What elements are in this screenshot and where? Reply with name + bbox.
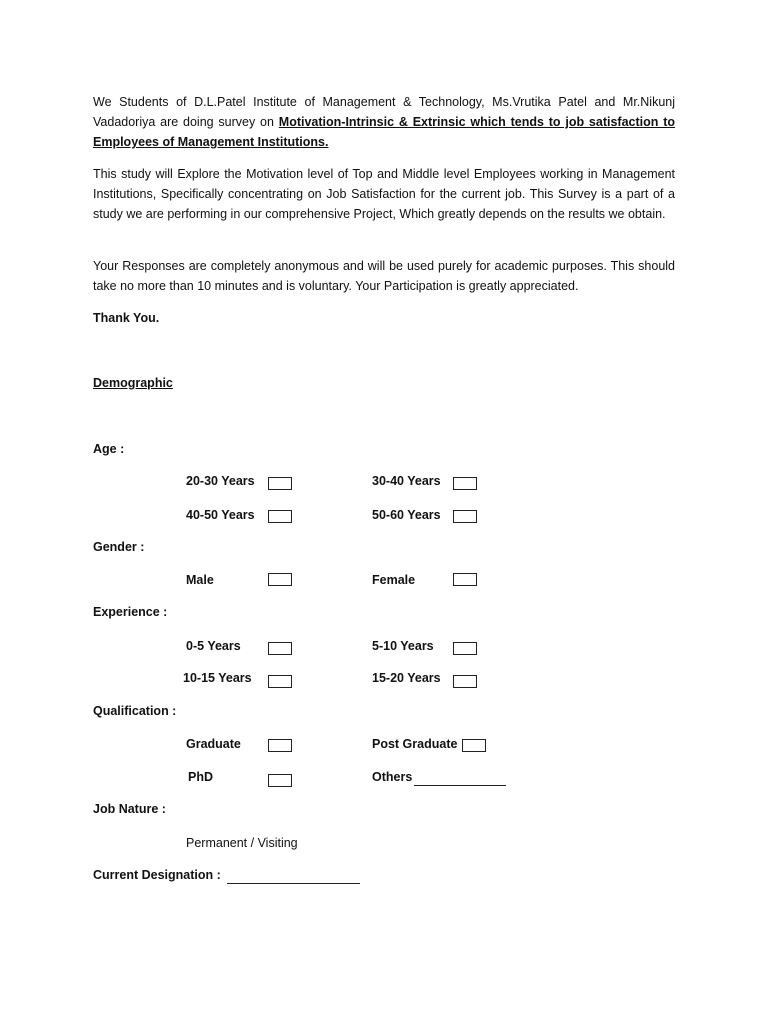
current-designation-field[interactable]	[227, 883, 360, 884]
qualification-option-label: Post Graduate	[372, 737, 458, 751]
age-50-60-checkbox[interactable]	[453, 510, 477, 523]
age-20-30-checkbox[interactable]	[268, 477, 292, 490]
qualification-phd-checkbox[interactable]	[268, 774, 292, 787]
section-title-demographic: Demographic	[93, 376, 173, 390]
qualification-option-label: Graduate	[186, 737, 241, 751]
intro-paragraph-1	[93, 92, 675, 152]
age-option-label: 50-60 Years	[372, 508, 441, 522]
gender-female-checkbox[interactable]	[453, 573, 477, 586]
age-label: Age :	[93, 442, 125, 456]
age-option-label: 40-50 Years	[186, 508, 255, 522]
experience-10-15-checkbox[interactable]	[268, 675, 292, 688]
thank-you-text: Thank You.	[93, 311, 160, 325]
age-30-40-checkbox[interactable]	[453, 477, 477, 490]
gender-option-label: Male	[186, 573, 214, 587]
qualification-others-field[interactable]	[414, 785, 506, 786]
intro-paragraph-3: Your Responses are completely anonymous and will be used purely for academic purposes. This should take no more than 10 minutes and is voluntary. Your Participation is greatly appreciated.	[93, 259, 675, 293]
experience-option-label: 0-5 Years	[186, 639, 241, 653]
intro-paragraph-2: This study will Explore the Motivation level of Top and Middle level Employees working in Management Institutions, Specifically concentrating on Job Satisfaction for the current job. This Survey is a part of a study we are performing in our comprehensive Project, Which greatly depends on the results we obtain.	[93, 167, 675, 221]
qualification-post-graduate-checkbox[interactable]	[462, 739, 486, 752]
experience-option-label: 5-10 Years	[372, 639, 434, 653]
age-option-label: 30-40 Years	[372, 474, 441, 488]
experience-15-20-checkbox[interactable]	[453, 675, 477, 688]
experience-label: Experience :	[93, 605, 168, 619]
job-nature-label: Job Nature :	[93, 802, 166, 816]
current-designation-label: Current Designation :	[93, 868, 221, 882]
qualification-option-label: PhD	[188, 770, 213, 784]
gender-male-checkbox[interactable]	[268, 573, 292, 586]
age-option-label: 20-30 Years	[186, 474, 255, 488]
job-nature-options-text: Permanent / Visiting	[186, 836, 298, 850]
age-40-50-checkbox[interactable]	[268, 510, 292, 523]
survey-topic: Motivation-Intrinsic & Extrinsic which tends to job satisfaction to Employees of Management Institutions.	[93, 115, 675, 149]
experience-5-10-checkbox[interactable]	[453, 642, 477, 655]
experience-option-label: 10-15 Years	[183, 671, 252, 685]
qualification-option-label: Others	[372, 770, 413, 784]
intro-text: We Students of D.L.Patel Institute of Management & Technology, Ms.Vrutika Patel and Mr.Nikunj Vadadoriya are doing survey on	[93, 95, 675, 129]
qualification-graduate-checkbox[interactable]	[268, 739, 292, 752]
gender-option-label: Female	[372, 573, 416, 587]
gender-label: Gender :	[93, 540, 145, 554]
experience-option-label: 15-20 Years	[372, 671, 441, 685]
experience-0-5-checkbox[interactable]	[268, 642, 292, 655]
qualification-label: Qualification :	[93, 704, 177, 718]
